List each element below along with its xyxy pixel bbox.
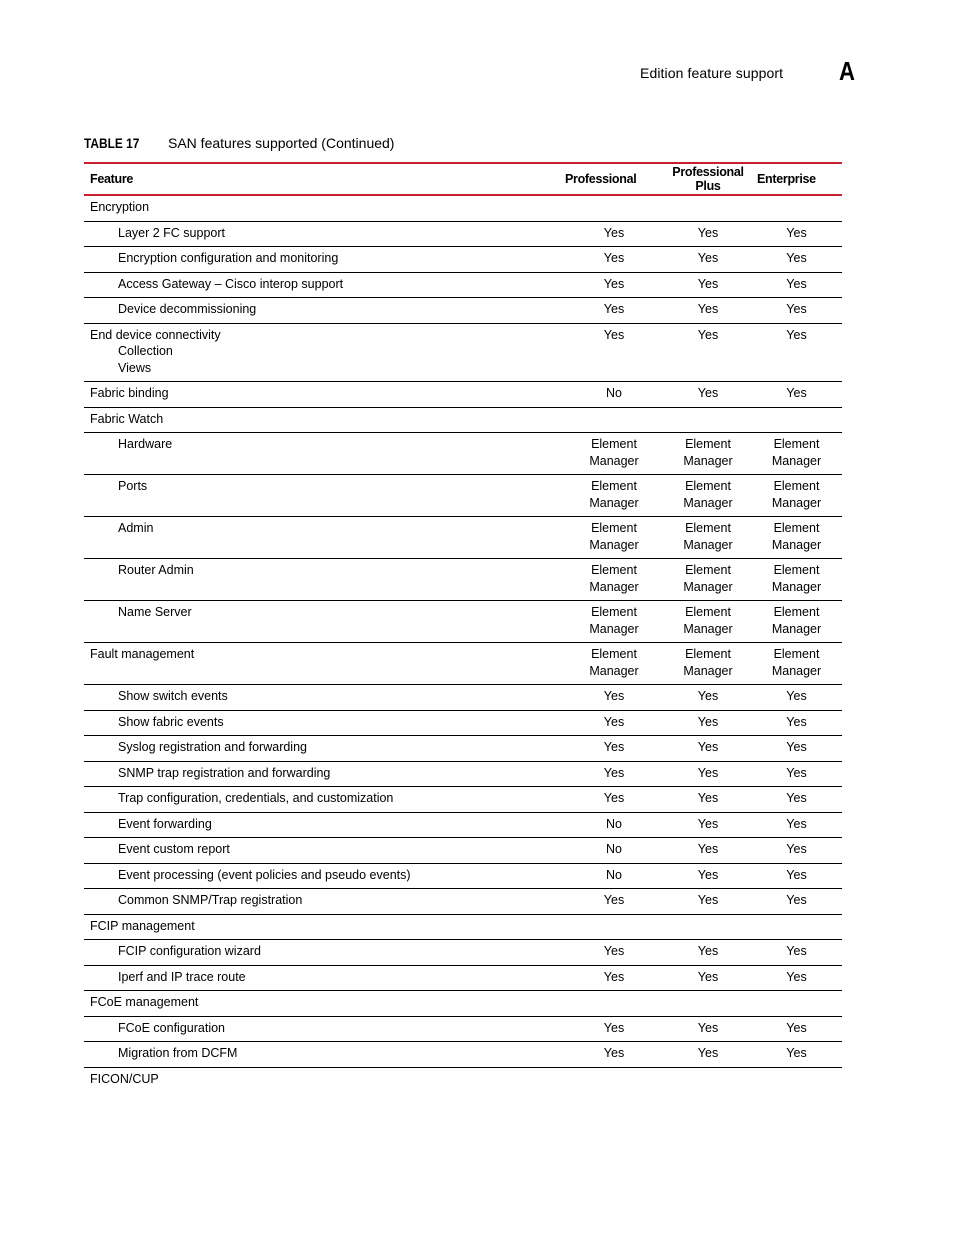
feature-name: SNMP trap registration and forwarding bbox=[118, 765, 331, 780]
feature-cell bbox=[84, 382, 559, 408]
feature-name: Event forwarding bbox=[118, 816, 212, 831]
professional-value: Element Manager bbox=[559, 601, 665, 643]
enterprise-value: Yes bbox=[751, 838, 842, 864]
feature-name: Access Gateway – Cisco interop support bbox=[118, 276, 344, 291]
feature-cell bbox=[84, 736, 559, 762]
feature-name: Ports bbox=[118, 479, 148, 493]
professional-plus-value: Element Manager bbox=[665, 433, 751, 475]
table-row bbox=[84, 1016, 842, 1042]
table-caption bbox=[84, 135, 394, 151]
professional-value bbox=[559, 991, 665, 1017]
feature-name: FCoE management bbox=[90, 995, 199, 1009]
professional-plus-value bbox=[665, 407, 751, 433]
feature-cell bbox=[84, 889, 559, 915]
table-row bbox=[84, 685, 842, 711]
feature-name: Migration from DCFM bbox=[118, 1046, 238, 1060]
enterprise-value: Yes bbox=[751, 1016, 842, 1042]
table-row bbox=[84, 914, 842, 940]
table-row bbox=[84, 195, 842, 221]
appendix-letter: A bbox=[839, 56, 855, 86]
professional-value: Element Manager bbox=[559, 559, 665, 601]
enterprise-value: Yes bbox=[751, 247, 842, 273]
professional-value: Yes bbox=[559, 1016, 665, 1042]
professional-value: Yes bbox=[559, 736, 665, 762]
feature-cell bbox=[84, 991, 559, 1017]
feature-cell bbox=[84, 433, 559, 475]
table-row bbox=[84, 247, 842, 273]
feature-name: Encryption bbox=[90, 200, 150, 214]
feature-name: Name Server bbox=[118, 605, 192, 619]
table-row bbox=[84, 221, 842, 247]
enterprise-value bbox=[751, 195, 842, 221]
feature-name: Show fabric events bbox=[118, 714, 224, 729]
enterprise-value: Yes bbox=[751, 940, 842, 966]
professional-plus-value: Yes bbox=[665, 1042, 751, 1068]
professional-plus-value bbox=[665, 195, 751, 221]
table-row bbox=[84, 812, 842, 838]
professional-plus-value: Yes bbox=[665, 1016, 751, 1042]
professional-value: Element Manager bbox=[559, 433, 665, 475]
feature-name: Event custom report bbox=[118, 842, 230, 856]
enterprise-value bbox=[751, 407, 842, 433]
professional-plus-value: Element Manager bbox=[665, 601, 751, 643]
professional-plus-value: Element Manager bbox=[665, 475, 751, 517]
professional-plus-value: Yes bbox=[665, 787, 751, 813]
professional-value: Yes bbox=[559, 1042, 665, 1068]
enterprise-value: Element Manager bbox=[751, 433, 842, 475]
feature-name: Fault management bbox=[90, 647, 195, 661]
professional-value: Yes bbox=[559, 272, 665, 298]
table-row bbox=[84, 940, 842, 966]
feature-cell bbox=[84, 1067, 559, 1093]
professional-value: Yes bbox=[559, 761, 665, 787]
enterprise-value: Element Manager bbox=[751, 517, 842, 559]
professional-value: Yes bbox=[559, 298, 665, 324]
professional-plus-value: Element Manager bbox=[665, 517, 751, 559]
feature-cell bbox=[84, 761, 559, 787]
feature-cell bbox=[84, 643, 559, 685]
professional-value: Element Manager bbox=[559, 517, 665, 559]
feature-subitem: Views bbox=[118, 360, 152, 375]
enterprise-value: Yes bbox=[751, 323, 842, 382]
enterprise-value: Yes bbox=[751, 1042, 842, 1068]
feature-cell bbox=[84, 221, 559, 247]
professional-plus-value bbox=[665, 914, 751, 940]
enterprise-value: Yes bbox=[751, 710, 842, 736]
table-row bbox=[84, 838, 842, 864]
table-row bbox=[84, 863, 842, 889]
feature-name: Encryption configuration and monitoring bbox=[118, 251, 339, 265]
professional-value: Yes bbox=[559, 940, 665, 966]
professional-plus-value: Yes bbox=[665, 298, 751, 324]
feature-cell bbox=[84, 710, 559, 736]
professional-value: Yes bbox=[559, 710, 665, 736]
feature-cell bbox=[84, 517, 559, 559]
table-body bbox=[84, 195, 842, 1093]
professional-plus-value bbox=[665, 1067, 751, 1093]
professional-value bbox=[559, 914, 665, 940]
column-header-enterprise: Enterprise bbox=[751, 163, 842, 195]
professional-plus-value: Yes bbox=[665, 863, 751, 889]
feature-cell bbox=[84, 559, 559, 601]
table-row bbox=[84, 559, 842, 601]
feature-cell bbox=[84, 247, 559, 273]
table-row bbox=[84, 889, 842, 915]
table-row bbox=[84, 475, 842, 517]
enterprise-value: Element Manager bbox=[751, 559, 842, 601]
feature-cell bbox=[84, 685, 559, 711]
enterprise-value bbox=[751, 914, 842, 940]
professional-value: Yes bbox=[559, 685, 665, 711]
professional-value: No bbox=[559, 863, 665, 889]
feature-name: FCoE configuration bbox=[118, 1020, 226, 1035]
feature-name: Syslog registration and forwarding bbox=[118, 740, 307, 754]
enterprise-value bbox=[751, 1067, 842, 1093]
professional-plus-value: Yes bbox=[665, 710, 751, 736]
professional-plus-value bbox=[665, 991, 751, 1017]
table-row bbox=[84, 736, 842, 762]
enterprise-value: Yes bbox=[751, 812, 842, 838]
table-row bbox=[84, 407, 842, 433]
enterprise-value: Yes bbox=[751, 761, 842, 787]
feature-cell bbox=[84, 601, 559, 643]
professional-plus-value: Yes bbox=[665, 382, 751, 408]
professional-value: No bbox=[559, 382, 665, 408]
enterprise-value: Yes bbox=[751, 685, 842, 711]
table-caption-label: TABLE 17 bbox=[84, 135, 140, 151]
feature-name: Hardware bbox=[118, 437, 173, 451]
table-row bbox=[84, 761, 842, 787]
professional-plus-value: Yes bbox=[665, 272, 751, 298]
feature-cell bbox=[84, 965, 559, 991]
feature-cell bbox=[84, 812, 559, 838]
feature-cell bbox=[84, 863, 559, 889]
feature-name: Admin bbox=[118, 521, 154, 535]
feature-name: Fabric binding bbox=[90, 386, 169, 400]
san-features-table bbox=[84, 162, 842, 1093]
enterprise-value: Yes bbox=[751, 787, 842, 813]
feature-cell bbox=[84, 298, 559, 324]
enterprise-value: Element Manager bbox=[751, 643, 842, 685]
professional-value: Element Manager bbox=[559, 475, 665, 517]
professional-plus-value: Yes bbox=[665, 838, 751, 864]
enterprise-value: Yes bbox=[751, 221, 842, 247]
column-header-feature: Feature bbox=[84, 163, 559, 195]
professional-plus-value: Yes bbox=[665, 965, 751, 991]
section-title: Edition feature support bbox=[640, 65, 784, 81]
professional-plus-value: Element Manager bbox=[665, 559, 751, 601]
feature-cell bbox=[84, 940, 559, 966]
feature-name: FCIP configuration wizard bbox=[118, 944, 261, 958]
table-row bbox=[84, 601, 842, 643]
enterprise-value: Element Manager bbox=[751, 601, 842, 643]
professional-plus-value: Yes bbox=[665, 247, 751, 273]
professional-value: Yes bbox=[559, 889, 665, 915]
feature-cell bbox=[84, 914, 559, 940]
table-row bbox=[84, 272, 842, 298]
table-header-row bbox=[84, 163, 842, 195]
feature-name: Trap configuration, credentials, and customization bbox=[118, 791, 394, 805]
table-row bbox=[84, 517, 842, 559]
feature-cell bbox=[84, 838, 559, 864]
table-row bbox=[84, 1042, 842, 1068]
enterprise-value: Yes bbox=[751, 965, 842, 991]
table-row bbox=[84, 1067, 842, 1093]
table-caption-text: SAN features supported (Continued) bbox=[168, 135, 395, 151]
professional-value: Element Manager bbox=[559, 643, 665, 685]
column-header-professional: Professional bbox=[559, 163, 665, 195]
professional-plus-value: Yes bbox=[665, 323, 751, 382]
feature-name: Iperf and IP trace route bbox=[118, 969, 246, 984]
professional-value: Yes bbox=[559, 323, 665, 382]
professional-value bbox=[559, 1067, 665, 1093]
professional-plus-value: Yes bbox=[665, 812, 751, 838]
professional-value bbox=[559, 195, 665, 221]
table-row bbox=[84, 433, 842, 475]
feature-cell bbox=[84, 1042, 559, 1068]
feature-cell bbox=[84, 787, 559, 813]
feature-name: Router Admin bbox=[118, 563, 194, 577]
professional-value: Yes bbox=[559, 965, 665, 991]
enterprise-value: Element Manager bbox=[751, 475, 842, 517]
professional-plus-value: Yes bbox=[665, 940, 751, 966]
table-row bbox=[84, 298, 842, 324]
professional-value: Yes bbox=[559, 247, 665, 273]
enterprise-value: Yes bbox=[751, 736, 842, 762]
professional-value: No bbox=[559, 812, 665, 838]
feature-cell bbox=[84, 272, 559, 298]
feature-name: Event processing (event policies and pseudo events) bbox=[118, 867, 411, 882]
column-header-professional-plus: Professional Plus bbox=[665, 163, 751, 195]
professional-plus-value: Yes bbox=[665, 889, 751, 915]
professional-value: No bbox=[559, 838, 665, 864]
feature-name: Layer 2 FC support bbox=[118, 225, 225, 240]
enterprise-value bbox=[751, 991, 842, 1017]
enterprise-value: Yes bbox=[751, 889, 842, 915]
professional-plus-value: Yes bbox=[665, 221, 751, 247]
table-row bbox=[84, 787, 842, 813]
feature-name: Common SNMP/Trap registration bbox=[118, 893, 303, 907]
feature-cell bbox=[84, 323, 559, 382]
professional-value: Yes bbox=[559, 221, 665, 247]
table-row bbox=[84, 323, 842, 382]
professional-plus-value: Yes bbox=[665, 685, 751, 711]
feature-cell bbox=[84, 1016, 559, 1042]
feature-name: Show switch events bbox=[118, 689, 228, 703]
enterprise-value: Yes bbox=[751, 863, 842, 889]
feature-name: FCIP management bbox=[90, 918, 195, 933]
feature-name: Device decommissioning bbox=[118, 302, 257, 316]
table-row bbox=[84, 965, 842, 991]
feature-cell bbox=[84, 195, 559, 221]
professional-plus-value: Yes bbox=[665, 761, 751, 787]
professional-plus-value: Yes bbox=[665, 736, 751, 762]
feature-name: Fabric Watch bbox=[90, 411, 164, 426]
feature-cell bbox=[84, 407, 559, 433]
professional-plus-value: Element Manager bbox=[665, 643, 751, 685]
professional-value: Yes bbox=[559, 787, 665, 813]
enterprise-value: Yes bbox=[751, 382, 842, 408]
feature-name: End device connectivity bbox=[90, 327, 221, 342]
enterprise-value: Yes bbox=[751, 272, 842, 298]
enterprise-value: Yes bbox=[751, 298, 842, 324]
feature-cell bbox=[84, 475, 559, 517]
feature-subitem: Collection bbox=[118, 344, 173, 358]
professional-value bbox=[559, 407, 665, 433]
table-row bbox=[84, 382, 842, 408]
table-row bbox=[84, 991, 842, 1017]
table-row bbox=[84, 710, 842, 736]
table-row bbox=[84, 643, 842, 685]
feature-name: FICON/CUP bbox=[90, 1071, 159, 1086]
